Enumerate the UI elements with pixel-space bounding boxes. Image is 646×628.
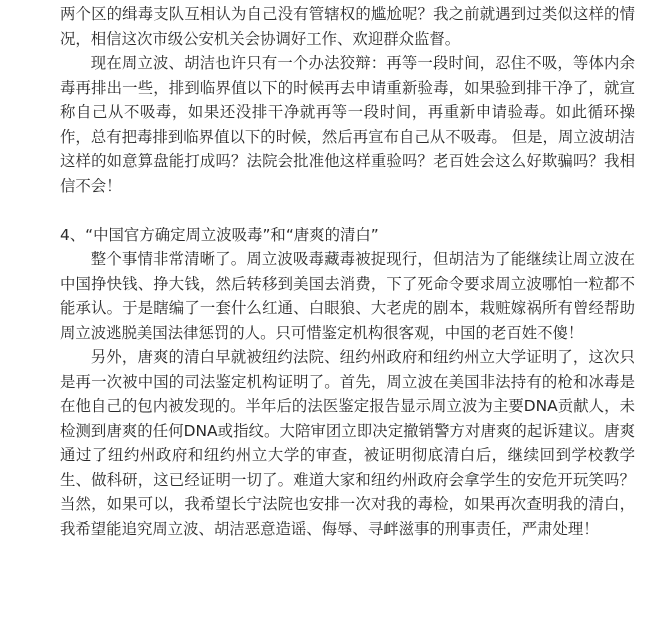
article-body: [60, 2, 635, 541]
paragraph-3: 整个事情非常清晰了。周立波吸毒藏毒被捉现行，但胡洁为了能继续让周立波在中国挣快钱、挣大钱，然后转移到美国去消费，下了死命令要求周立波哪怕一粒都不能承认。于是瞎编了一套什么红通、白眼狼、大老虎的剧本，栽赃嫁祸所有曾经帮助周立波逃脱美国法律惩罚的人。只可惜鉴定机构很客观，中国的老百姓不傻！: [60, 250, 635, 342]
section-heading: 4、“中国官方确定周立波吸毒”和“唐爽的清白”: [60, 225, 379, 244]
paragraph-2: 现在周立波、胡洁也许只有一个办法狡辩：再等一段时间，忍住不吸，等体内余毒再排出一些，排到临界值以下的时候再去申请重新验毒，如果验到排干净了，就宣称自己从不吸毒，如果还没排干净就再等一段时间，再重新申请验毒。如此循环操作，总有把毒排到临界值以下的时候，然后再宣布自己从不吸毒。 但是，周立波胡洁这样的如意算盘能打成吗？法院会批准他这样重验吗？老百姓会这么好欺骗吗？我相信不会！: [60, 54, 635, 195]
paragraph-1: 两个区的缉毒支队互相认为自己没有管辖权的尴尬呢？我之前就遇到过类似这样的情况，相信这次市级公安机关会协调好工作、欢迎群众监督。: [60, 5, 635, 48]
paragraph-4: 另外，唐爽的清白早就被纽约法院、纽约州政府和纽约州立大学证明了，这次只是再一次被中国的司法鉴定机构证明了。首先，周立波在美国非法持有的枪和冰毒是在他自己的包内被发现的。半年后的法医鉴定报告显示周立波为主要DNA贡献人，未检测到唐爽的任何DNA或指纹。大陪审团立即决定撤销警方对唐爽的起诉建议。唐爽通过了纽约州政府和纽约州立大学的审查，被证明彻底清白后，继续回到学校教学生、做科研，这已经证明一切了。难道大家和纽约州政府会拿学生的安危开玩笑吗？当然，如果可以，我希望长宁法院也安排一次对我的毒检，如果再次查明我的清白，我希望能追究周立波、胡洁恶意造谣、侮辱、寻衅滋事的刑事责任，严肃处理！: [60, 348, 635, 538]
paragraph-gap: [60, 198, 635, 223]
